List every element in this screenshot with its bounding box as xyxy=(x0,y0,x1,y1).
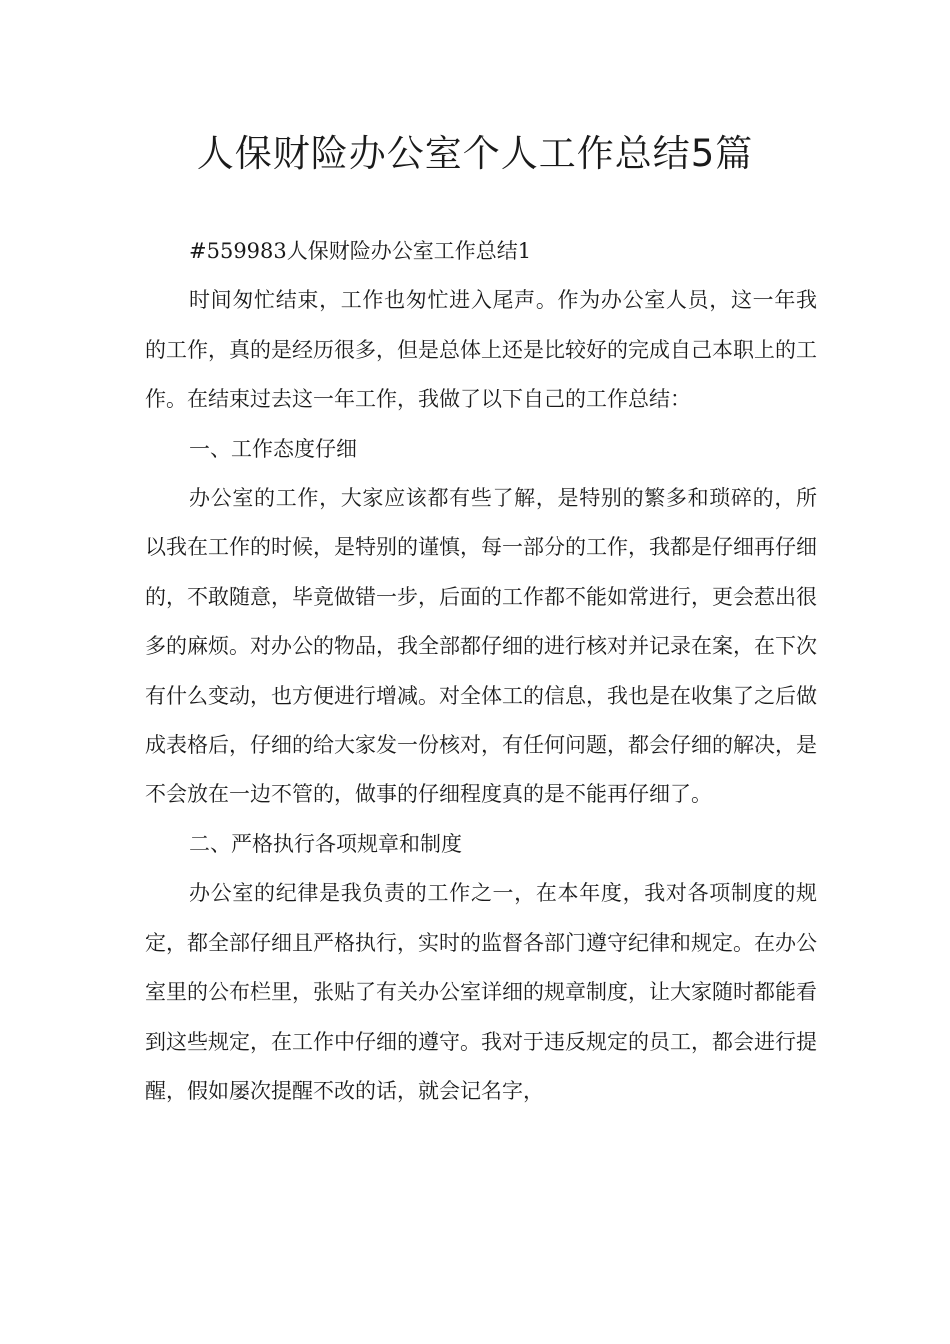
document-body xyxy=(145,227,817,1116)
document-title: 人保财险办公室个人工作总结5篇 xyxy=(196,132,754,175)
section-heading: #559983人保财险办公室工作总结1 xyxy=(189,239,532,263)
subsection-heading: 一、工作态度仔细 xyxy=(189,436,357,461)
subsection-heading: 二、严格执行各项规章和制度 xyxy=(189,831,462,856)
body-paragraph: 办公室的工作，大家应该都有些了解，是特别的繁多和琐碎的，所以我在工作的时候，是特别的谨慎，每一部分的工作，我都是仔细再仔细的，不敢随意，毕竟做错一步，后面的工作都不能如常进行，更会惹出很多的麻烦。对办公的物品，我全部都仔细的进行核对并记录在案，在下次有什么变动，也方便进行增减。对全体工的信息，我也是在收集了之后做成表格后，仔细的给大家发一份核对，有任何问题，都会仔细的解决，是不会放在一边不管的，做事的仔细程度真的是不能再仔细了。 xyxy=(145,486,817,807)
body-paragraph: 时间匆忙结束，工作也匆忙进入尾声。作为办公室人员，这一年我的工作，真的是经历很多，但是总体上还是比较好的完成自己本职上的工作。在结束过去这一年工作，我做了以下自己的工作总结： xyxy=(145,288,817,412)
body-paragraph: 办公室的纪律是我负责的工作之一，在本年度，我对各项制度的规定，都全部仔细且严格执行，实时的监督各部门遵守纪律和规定。在办公室里的公布栏里，张贴了有关办公室详细的规章制度，让大家随时都能看到这些规定，在工作中仔细的遵守。我对于违反规定的员工，都会进行提醒，假如屡次提醒不改的话，就会记名字， xyxy=(145,881,817,1103)
